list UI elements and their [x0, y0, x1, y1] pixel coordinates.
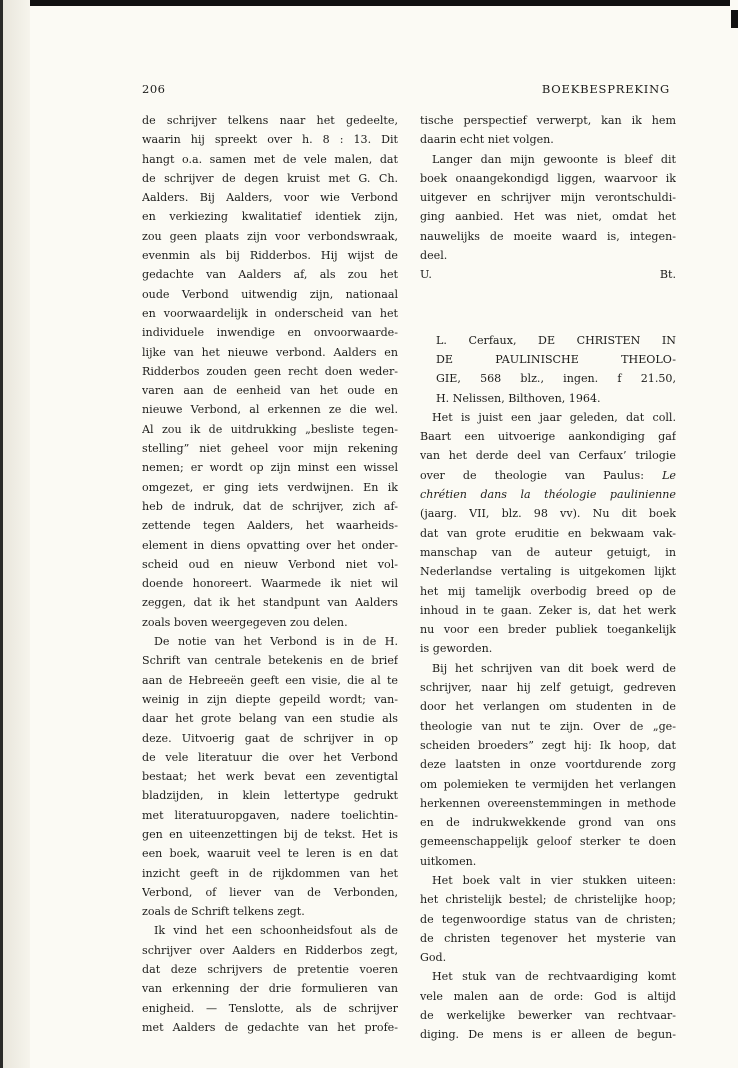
text-line: inzicht geeft in de rijkdommen van het [142, 866, 398, 880]
text-line: en verkiezing kwalitatief identiek zijn, [142, 210, 398, 224]
text-line: het christelijk bestel; de christelijke hoop; [420, 893, 676, 907]
section-gap [420, 285, 676, 331]
text-line: en voorwaardelijk in onderscheid van het [142, 306, 398, 320]
text-line: gemeenschappelijk geloof sterker te doen [420, 835, 676, 849]
book-reference-line: L. Cerfaux, DE CHRISTEN IN [436, 333, 676, 347]
text-line: om polemieken te vermijden het verlangen [420, 777, 676, 791]
text-line: daarin echt niet volgen. [420, 133, 554, 147]
text-line: Al zou ik de uitdrukking „besliste tegen- [142, 422, 398, 436]
text-line: nu voor een breder publiek toegankelijk [420, 623, 676, 637]
text-line: Het is juist een jaar geleden, dat coll. [432, 410, 676, 424]
text-line: individuele inwendige en onvoorwaarde- [142, 326, 398, 340]
review-body [420, 408, 676, 1045]
text-line: met Aalders de gedachte van het profe- [142, 1020, 398, 1034]
review-signature [420, 265, 676, 284]
right-column [420, 111, 676, 1045]
text-line: (jaarg. VII, blz. 98 vv). Nu dit boek [420, 507, 676, 521]
running-head: BOEKBESPREKING [541, 82, 670, 96]
text-line: Nederlandse vertaling is uitgekomen lijkt [420, 565, 676, 579]
text-line: de vele literatuur die over het Verbond [142, 750, 398, 764]
text-line: nemen; er wordt op zijn minst een wissel [142, 461, 398, 475]
text-line: boek onaangekondigd liggen, waarvoor ik [420, 171, 676, 185]
text-line: dat van grote eruditie en bekwaam vak- [420, 526, 676, 540]
text-line: deze laatsten in onze voortdurende zorg [420, 758, 676, 772]
scan-edge-left [0, 0, 30, 1068]
text-line: evenmin als bij Ridderbos. Hij wijst de [142, 249, 398, 263]
text-line: God. [420, 951, 447, 965]
scan-edge-tab [731, 10, 738, 28]
text-line: Ridderbos zouden geen recht doen weder- [142, 364, 398, 378]
review-ending [420, 111, 676, 265]
text-line: uitgever en schrijver mijn verontschuldi- [420, 191, 676, 205]
text-line: Het boek valt in vier stukken uiteen: [432, 873, 676, 887]
text-line: zeggen, dat ik het standpunt van Aalders [142, 596, 398, 610]
text-line: nieuwe Verbond, al erkennen ze die wel. [142, 403, 398, 417]
text-line: schrijver, naar hij zelf getuigt, gedreven [420, 681, 676, 695]
text-line: zoals boven weergegeven zou delen. [142, 615, 348, 629]
italic-title-line: chrétien dans la théologie paulinienne [420, 488, 676, 502]
text-fragment: over de theologie van Paulus: [420, 468, 644, 482]
text-line: met literatuuropgaven, nadere toelichtin- [142, 808, 398, 822]
signature-left: U. [420, 268, 432, 282]
text-line: Aalders. Bij Aalders, voor wie Verbond [142, 191, 398, 205]
text-line: diging. De mens is er alleen de begun- [420, 1028, 676, 1042]
page-number: 206 [142, 82, 166, 96]
text-line: lijke van het nieuwe verbond. Aalders en [142, 345, 398, 359]
text-line: het mij tamelijk overbodig breed op de [420, 584, 676, 598]
text-line: uitkomen. [420, 854, 477, 868]
text-line: zou geen plaats zijn voor verbondswraak, [142, 229, 398, 243]
text-line: stelling” niet geheel voor mijn rekening [142, 442, 398, 456]
book-reference-line: GIE, 568 blz., ingen. f 21.50, [436, 372, 676, 386]
text-line: en de indrukwekkende grond van ons [420, 816, 676, 830]
text-line: heb de indruk, dat de schrijver, zich af- [142, 499, 398, 513]
text-line: Verbond, of liever van de Verbonden, [142, 885, 398, 899]
text-line: theologie van nut te zijn. Over de „ge- [420, 719, 676, 733]
text-line: scheid oud en nieuw Verbond niet vol- [142, 557, 398, 571]
page [142, 80, 676, 1042]
signature-right: Bt. [659, 268, 676, 282]
text-line: oude Verbond uitwendig zijn, nationaal [142, 287, 398, 301]
text-line: door het verlangen om studenten in de [420, 700, 676, 714]
text-line: element in diens opvatting over het onder- [142, 538, 398, 552]
text-line: Langer dan mijn gewoonte is bleef dit [432, 152, 676, 166]
text-line: is geworden. [420, 642, 493, 656]
text-line: de schrijver de degen kruist met G. Ch. [142, 171, 398, 185]
text-line: aan de Hebreeën geeft een visie, die al te [142, 673, 398, 687]
text-line: van erkenning der drie formulieren van [142, 982, 398, 996]
italic-title: Le [662, 468, 676, 482]
text-line: tische perspectief verwerpt, kan ik hem [420, 114, 676, 127]
text-line: vele malen aan de orde: God is altijd [420, 989, 676, 1003]
scan-edge-right [730, 0, 738, 1068]
text-line: Schrift van centrale betekenis en de brief [142, 654, 398, 668]
left-column [142, 111, 398, 1037]
text-line: weinig in zijn diepte gepeild wordt; van- [142, 692, 398, 706]
text-line: bestaat; het werk bevat een zeventigtal [142, 770, 398, 784]
text-line: Bij het schrijven van dit boek werd de [432, 661, 676, 675]
text-line: van het derde deel van Cerfaux’ trilogie [420, 449, 676, 463]
text-line: deel. [420, 249, 448, 263]
book-reference-line: H. Nelissen, Bilthoven, 1964. [436, 391, 601, 405]
text-line: een boek, waaruit veel te leren is en dat [142, 847, 398, 861]
text-line: Ik vind het een schoonheidsfout als de [154, 924, 398, 938]
text-line: zoals de Schrift telkens zegt. [142, 905, 305, 919]
text-line: omgezet, er ging iets verdwijnen. En ik [142, 480, 398, 494]
text-line: Het stuk van de rechtvaardiging komt [432, 970, 676, 984]
text-line: herkennen overeenstemmingen in methode [420, 796, 676, 810]
text-line: scheiden broeders” zegt hij: Ik hoop, dat [420, 738, 676, 752]
book-reference-line: DE PAULINISCHE THEOLO- [436, 352, 676, 366]
text-line: de tegenwoordige status van de christen; [420, 912, 676, 926]
text-line: schrijver over Aalders en Ridderbos zegt, [142, 943, 398, 957]
text-line: doende honoreert. Waarmede ik niet wil [142, 577, 398, 591]
text-line: inhoud in te gaan. Zeker is, dat het werk [420, 603, 676, 617]
text-line: dat deze schrijvers de pretentie voeren [142, 963, 398, 977]
review-body-rest [420, 504, 676, 1044]
text-line: de schrijver telkens naar het gedeelte, [142, 114, 398, 127]
text-line: manschap van de auteur getuigt, in [420, 545, 676, 559]
book-reference [420, 331, 676, 408]
text-line: daar het grote belang van een studie als [142, 712, 398, 726]
text-line [420, 466, 676, 485]
text-line: varen aan de eenheid van het oude en [142, 384, 398, 398]
text-line: waarin hij spreekt over h. 8 : 13. Dit [142, 133, 398, 147]
text-line: gen en uiteenzettingen bij de tekst. Het is [142, 827, 398, 841]
text-line: de christen tegenover het mysterie van [420, 931, 676, 945]
page-header [142, 80, 670, 104]
text-line: nauwelijks de moeite waard is, integen- [420, 229, 676, 243]
text-line: gedachte van Aalders af, als zou het [142, 268, 398, 282]
text-line: De notie van het Verbond is in de H. [154, 635, 398, 649]
text-line: bladzijden, in klein lettertype gedrukt [142, 789, 398, 803]
scan-edge-top [0, 0, 738, 6]
text-line: enigheid. — Tenslotte, als de schrijver [142, 1001, 398, 1015]
text-line: Baart een uitvoerige aankondiging gaf [420, 430, 676, 444]
text-line: deze. Uitvoerig gaat de schrijver in op [142, 731, 398, 745]
text-line: ging aanbied. Het was niet, omdat het [420, 210, 676, 224]
text-line: de werkelijke bewerker van rechtvaar- [420, 1009, 676, 1023]
text-line: zettende tegen Aalders, het waarheids- [142, 519, 398, 533]
text-line: hangt o.a. samen met de vele malen, dat [142, 152, 398, 166]
